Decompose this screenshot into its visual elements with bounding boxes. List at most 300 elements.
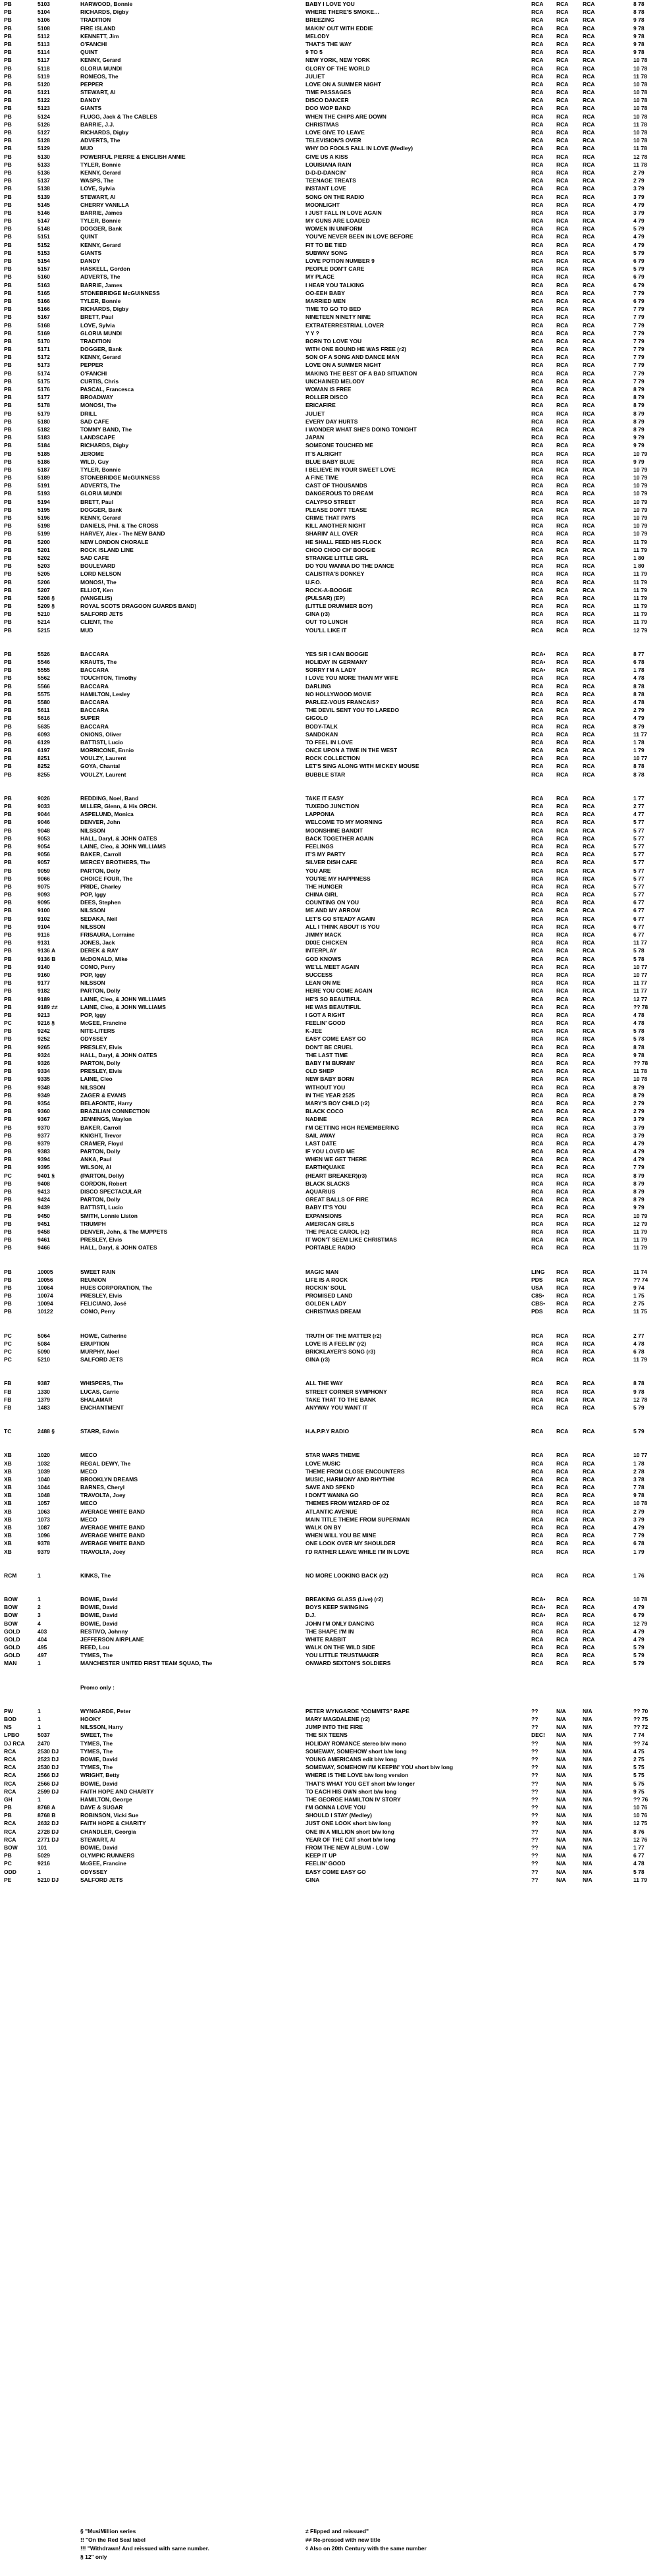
label-dist: RCA [556, 1180, 569, 1187]
label-dist: RCA [556, 40, 569, 47]
prefix: XB [4, 1484, 12, 1491]
label-uk: RCA [531, 867, 544, 874]
label-orig: RCA [583, 738, 595, 746]
label-dist: N/A [556, 1747, 566, 1755]
catalog-number: 5546 [38, 659, 50, 665]
catalog-number: 9326 [38, 1060, 50, 1066]
label-orig: RCA [583, 715, 595, 722]
release-date: 11 79 [633, 1228, 647, 1235]
prefix: PB [4, 1116, 12, 1123]
footnote-left-2: !! "On the Red Seal label [80, 2536, 145, 2543]
table-row [0, 955, 661, 963]
release-date: 11 79 [633, 578, 647, 586]
title: WALK ON THE WILD SIDE [305, 1644, 375, 1651]
label-orig: RCA [583, 24, 595, 32]
title: CHRISTMAS DREAM [305, 1308, 361, 1315]
title: PEOPLE DON'T CARE [305, 265, 365, 273]
label-uk: RCA [531, 233, 544, 240]
catalog-number: 5145 [38, 201, 50, 208]
title: SUCCESS [305, 971, 333, 978]
label-orig: RCA [583, 618, 595, 626]
label-orig: RCA [583, 1620, 595, 1627]
label-orig: RCA [583, 1268, 595, 1275]
release-date: 11 79 [633, 1244, 647, 1251]
label-uk: RCA [531, 955, 544, 962]
table-row [0, 329, 661, 337]
label-uk: RCA• [531, 1595, 546, 1603]
table-row [0, 1404, 661, 1411]
label-uk: RCA• [531, 659, 546, 665]
release-date: 11 78 [633, 72, 647, 80]
artist: SALFORD JETS [80, 1876, 123, 1883]
catalog-number: 9182 [38, 987, 50, 995]
table-row [0, 1075, 661, 1083]
catalog-number: 5170 [38, 337, 50, 344]
prefix: PB [4, 971, 12, 978]
artist: TYMES, The [80, 1764, 113, 1771]
release-date: 3 79 [633, 209, 645, 216]
label-uk: RCA [531, 89, 544, 96]
catalog-number: 9387 [38, 1380, 50, 1387]
catalog-number: 9383 [38, 1148, 50, 1155]
label-dist: RCA [556, 425, 569, 433]
label-dist: RCA [556, 771, 569, 778]
table-row [0, 489, 661, 497]
label-uk: ?? [531, 1707, 539, 1714]
prefix: BOD [4, 1716, 16, 1722]
table-row [0, 1539, 661, 1547]
release-date: 10 77 [633, 963, 648, 970]
table-row [0, 441, 661, 449]
label-orig: RCA [583, 1188, 595, 1195]
label-uk: RCA [531, 1172, 544, 1179]
label-orig: RCA [583, 1548, 595, 1555]
table-row [0, 810, 661, 818]
table-row [0, 554, 661, 562]
catalog-number: 9458 [38, 1228, 50, 1235]
prefix: PB [4, 249, 12, 256]
label-uk: RCA [531, 586, 544, 593]
prefix: PB [4, 979, 12, 987]
artist: O'FANCHI [80, 40, 107, 47]
label-dist: RCA [556, 474, 569, 481]
label-uk: RCA [531, 1124, 544, 1131]
table-row [0, 1651, 661, 1659]
artist: SALFORD JETS [80, 611, 123, 618]
label-orig: RCA [583, 265, 595, 273]
label-dist: RCA [556, 851, 569, 858]
artist: BOWIE, David [80, 1595, 118, 1603]
prefix: PB [4, 1852, 12, 1859]
section-gap [0, 1363, 661, 1379]
label-orig: RCA [583, 153, 595, 160]
prefix: PB [4, 1804, 12, 1811]
title: GLORY OF THE WORLD [305, 65, 370, 72]
artist: BOWIE, David [80, 1620, 118, 1627]
label-dist: RCA [556, 1635, 569, 1643]
prefix: PB [4, 819, 12, 826]
label-dist: RCA [556, 1475, 569, 1483]
release-date: ?? 74 [633, 1740, 648, 1747]
catalog-number: 9394 [38, 1156, 50, 1163]
label-dist: RCA [556, 1284, 569, 1291]
release-date: 5 79 [633, 1652, 645, 1659]
label-orig: RCA [583, 1644, 595, 1651]
artist: MURPHY, Noel [80, 1348, 120, 1355]
prefix: PB [4, 1099, 12, 1107]
release-date: 8 78 [633, 763, 645, 770]
section-gap [0, 1579, 661, 1595]
catalog-number: 9370 [38, 1124, 50, 1131]
title: STRANGE LITTLE GIRL [305, 554, 369, 561]
label-dist: RCA [556, 1572, 569, 1579]
catalog-number: 9044 [38, 811, 50, 818]
prefix: PB [4, 1300, 12, 1307]
title: WHERE IS THE LOVE b/w long version [305, 1772, 409, 1779]
prefix: PB [4, 1132, 12, 1139]
label-orig: RCA [583, 233, 595, 240]
label-uk: RCA [531, 113, 544, 120]
artist: COMO, Perry [80, 963, 115, 970]
artist: DANDY [80, 97, 101, 104]
prefix: PB [4, 1188, 12, 1195]
prefix: FB [4, 1388, 12, 1395]
table-row [0, 1828, 661, 1836]
label-uk: RCA [531, 442, 544, 449]
label-orig: RCA [583, 425, 595, 433]
catalog-number: 5084 [38, 1340, 50, 1347]
label-uk: RCA [531, 1236, 544, 1244]
artist: MONOS!, The [80, 578, 117, 586]
catalog-number: 10005 [38, 1268, 53, 1275]
artist: WRIGHT, Betty [80, 1772, 120, 1779]
prefix: PB [4, 763, 12, 770]
artist: ADVERTS, The [80, 137, 120, 144]
title: CHRISTMAS [305, 121, 339, 128]
title: LAST DATE [305, 1139, 337, 1147]
label-uk: RCA• [531, 1604, 546, 1611]
release-date: 10 76 [633, 1812, 648, 1819]
label-orig: RCA [583, 450, 595, 457]
title: SOMEONE TOUCHED ME [305, 442, 373, 449]
release-date: 12 79 [633, 1220, 648, 1227]
label-uk: RCA [531, 1548, 544, 1555]
catalog-number: 5526 [38, 650, 50, 657]
table-row [0, 361, 661, 369]
label-dist: RCA [556, 225, 569, 233]
label-uk: RCA [531, 682, 544, 690]
label-dist: RCA [556, 458, 569, 465]
label-uk: RCA [531, 1644, 544, 1651]
artist: BACCARA [80, 650, 109, 657]
catalog-number: 5106 [38, 16, 50, 24]
title: LOVE MUSIC [305, 1460, 340, 1467]
artist: DANDY [80, 258, 101, 264]
label-uk: RCA [531, 297, 544, 304]
label-dist: RCA [556, 538, 569, 545]
artist: WILD, Guy [80, 458, 109, 465]
label-uk: RCA [531, 97, 544, 104]
table-row [0, 906, 661, 914]
table-row [0, 1643, 661, 1651]
artist: WILSON, Al [80, 1164, 111, 1171]
prefix: PB [4, 450, 12, 457]
title: CALISTRA'S DONKEY [305, 570, 365, 578]
label-dist: RCA [556, 1108, 569, 1115]
label-orig: RCA [583, 1500, 595, 1507]
catalog-number: 5124 [38, 113, 50, 120]
label-dist: N/A [556, 1812, 566, 1819]
label-orig: RCA [583, 659, 595, 665]
artist: TRADITION [80, 16, 111, 24]
release-date: 10 78 [633, 1076, 648, 1083]
artist: SEDAKA, Neil [80, 915, 118, 922]
catalog-number: 10074 [38, 1292, 53, 1300]
table-row [0, 297, 661, 305]
label-uk: RCA [531, 65, 544, 72]
label-uk: RCA [531, 698, 544, 705]
table-row [0, 1147, 661, 1155]
label-uk: RCA [531, 1139, 544, 1147]
prefix: PB [4, 1051, 12, 1058]
title: KILL ANOTHER NIGHT [305, 522, 366, 530]
title: FROM THE NEW ALBUM - LOW [305, 1844, 389, 1851]
release-date: 4 75 [633, 1747, 645, 1755]
prefix: PB [4, 314, 12, 321]
prefix: XB [4, 1492, 12, 1499]
catalog-number: 404 [38, 1635, 47, 1643]
table-row [0, 946, 661, 954]
artist: WYNGARDE, Peter [80, 1707, 131, 1714]
catalog-number: 5120 [38, 80, 50, 88]
label-orig: RCA [583, 611, 595, 618]
label-orig: RCA [583, 1091, 595, 1099]
label-uk: RCA [531, 1011, 544, 1018]
catalog-number: 9450 [38, 1212, 50, 1219]
table-row [0, 8, 661, 16]
table-row [0, 1027, 661, 1035]
release-date: 2 78 [633, 1467, 645, 1475]
release-date: 1 75 [633, 1292, 645, 1300]
catalog-number: 5166 [38, 297, 50, 304]
label-dist: RCA [556, 995, 569, 1002]
label-dist: RCA [556, 578, 569, 586]
title: EASY COME EASY GO [305, 1868, 366, 1875]
catalog-number: 5169 [38, 329, 50, 337]
table-row [0, 1379, 661, 1387]
catalog-number: 5128 [38, 137, 50, 144]
artist: BATTISTI, Lucio [80, 1204, 124, 1211]
table-row [0, 1083, 661, 1091]
prefix: PB [4, 1236, 12, 1244]
artist: POP, Iggy [80, 971, 107, 978]
label-orig: RCA [583, 570, 595, 578]
prefix: RCA [4, 1764, 16, 1771]
label-dist: RCA [556, 514, 569, 521]
artist: MONOS!, The [80, 402, 117, 409]
label-uk: RCA [531, 1508, 544, 1515]
catalog-number: 5167 [38, 314, 50, 321]
title: (LITTLE DRUMMER BOY) [305, 603, 373, 610]
artist: HOWE, Catherine [80, 1332, 127, 1339]
table-row [0, 56, 661, 64]
release-date: 2 75 [633, 1755, 645, 1763]
table-row [0, 1292, 661, 1300]
title: YOU'VE NEVER BEEN IN LOVE BEFORE [305, 233, 413, 240]
artist: BRAZILIAN CONNECTION [80, 1108, 150, 1115]
table-row [0, 321, 661, 329]
title: 9 TO 5 [305, 49, 323, 56]
table-row [0, 377, 661, 385]
table-row [0, 1228, 661, 1236]
prefix: PB [4, 1, 12, 7]
label-dist: RCA [556, 867, 569, 874]
label-uk: RCA [531, 1028, 544, 1035]
catalog-number: 5187 [38, 466, 50, 473]
label-dist: RCA [556, 442, 569, 449]
label-dist: RCA [556, 738, 569, 746]
release-date: 9 79 [633, 434, 645, 441]
artist: STEWART, Al [80, 193, 116, 200]
label-dist: RCA [556, 730, 569, 738]
prefix: PB [4, 209, 12, 216]
table-row [0, 602, 661, 610]
table-row [0, 698, 661, 706]
table-row [0, 1332, 661, 1340]
title: SOMEWAY, SOMEHOW I'M KEEPIN' YOU short b/w long [305, 1764, 454, 1771]
label-dist: RCA [556, 1028, 569, 1035]
catalog-number: 9466 [38, 1244, 50, 1251]
table-row [0, 923, 661, 931]
table-row [0, 875, 661, 883]
label-orig: RCA [583, 971, 595, 978]
release-date: 8 79 [633, 1172, 645, 1179]
catalog-number: 5611 [38, 707, 50, 714]
artist: QUINT [80, 233, 98, 240]
table-row [0, 746, 661, 754]
label-orig: RCA [583, 1204, 595, 1211]
table-row [0, 1107, 661, 1115]
label-uk: RCA• [531, 667, 546, 674]
label-dist: RCA [556, 377, 569, 385]
release-date: ?? 72 [633, 1724, 648, 1731]
table-row [0, 658, 661, 666]
prefix: PB [4, 1076, 12, 1083]
prefix: PB [4, 659, 12, 665]
label-uk: RCA [531, 771, 544, 778]
label-dist: N/A [556, 1828, 566, 1835]
table-row [0, 16, 661, 24]
table-row [0, 337, 661, 345]
label-dist: RCA [556, 113, 569, 120]
label-orig: RCA [583, 1516, 595, 1523]
label-dist: RCA [556, 121, 569, 128]
release-date: 2 79 [633, 1508, 645, 1515]
release-date: 8 79 [633, 386, 645, 393]
label-orig: RCA [583, 1284, 595, 1291]
release-date: 6 78 [633, 1348, 645, 1355]
table-row [0, 1531, 661, 1539]
label-dist: RCA [556, 466, 569, 473]
label-orig: RCA [583, 987, 595, 995]
table-row [0, 730, 661, 738]
label-dist: RCA [556, 24, 569, 32]
label-dist: RCA [556, 1035, 569, 1043]
catalog-number: 5114 [38, 49, 50, 56]
catalog-number: 5566 [38, 682, 50, 690]
title: FEELIN' GOOD [305, 1020, 346, 1027]
label-dist: N/A [556, 1740, 566, 1747]
table-row [0, 1611, 661, 1619]
label-dist: RCA [556, 32, 569, 40]
label-uk: RCA [531, 321, 544, 329]
release-date: 6 77 [633, 923, 645, 930]
artist: FLUGG, Jack & The CABLES [80, 113, 157, 120]
label-uk: RCA [531, 755, 544, 762]
release-date: 10 79 [633, 474, 648, 481]
prefix: PB [4, 185, 12, 192]
prefix: PC [4, 1860, 12, 1867]
release-date: 12 76 [633, 1836, 648, 1843]
catalog-number: 9140 [38, 963, 50, 970]
label-uk: RCA [531, 1204, 544, 1211]
label-dist: RCA [556, 49, 569, 56]
prefix: PB [4, 40, 12, 47]
label-dist: RCA [556, 907, 569, 914]
label-uk: ?? [531, 1860, 539, 1867]
artist: TRADITION [80, 337, 111, 344]
prefix: PB [4, 410, 12, 417]
table-row [0, 610, 661, 618]
prefix: PB [4, 121, 12, 128]
prefix: PC [4, 1332, 12, 1339]
artist: TYLER, Bonnie [80, 466, 121, 473]
artist: McGEE, Francine [80, 1020, 126, 1027]
catalog-number: 2632 DJ [38, 1820, 59, 1827]
table-row [0, 827, 661, 835]
catalog-number: 8768 A [38, 1804, 56, 1811]
catalog-number: 9136 B [38, 955, 56, 962]
release-date: 7 79 [633, 306, 645, 313]
catalog-number: 5133 [38, 161, 50, 168]
title: SONG ON THE RADIO [305, 193, 365, 200]
label-orig: RCA [583, 1428, 595, 1435]
catalog-number: 1 [38, 1795, 41, 1803]
release-date: 6 78 [633, 659, 645, 665]
release-date: 3 79 [633, 1132, 645, 1139]
label-dist: RCA [556, 1340, 569, 1347]
release-date: 7 79 [633, 289, 645, 296]
catalog-number: 9189 [38, 995, 50, 1002]
title: EXPANSIONS [305, 1212, 342, 1219]
label-orig: RCA [583, 707, 595, 714]
artist: FAITH HOPE & CHARITY [80, 1820, 146, 1827]
table-row [0, 72, 661, 80]
catalog-number: 9026 [38, 794, 50, 802]
release-date: 11 79 [633, 1356, 647, 1363]
release-date: 5 77 [633, 859, 645, 866]
label-dist: RCA [556, 1492, 569, 1499]
artist: ERUPTION [80, 1340, 109, 1347]
catalog-number: 9102 [38, 915, 50, 922]
label-dist: RCA [556, 153, 569, 160]
label-uk: RCA [531, 578, 544, 586]
catalog-number: 9093 [38, 891, 50, 898]
release-date: 8 79 [633, 425, 645, 433]
label-dist: RCA [556, 562, 569, 570]
label-uk: RCA [531, 16, 544, 24]
label-dist: RCA [556, 490, 569, 497]
